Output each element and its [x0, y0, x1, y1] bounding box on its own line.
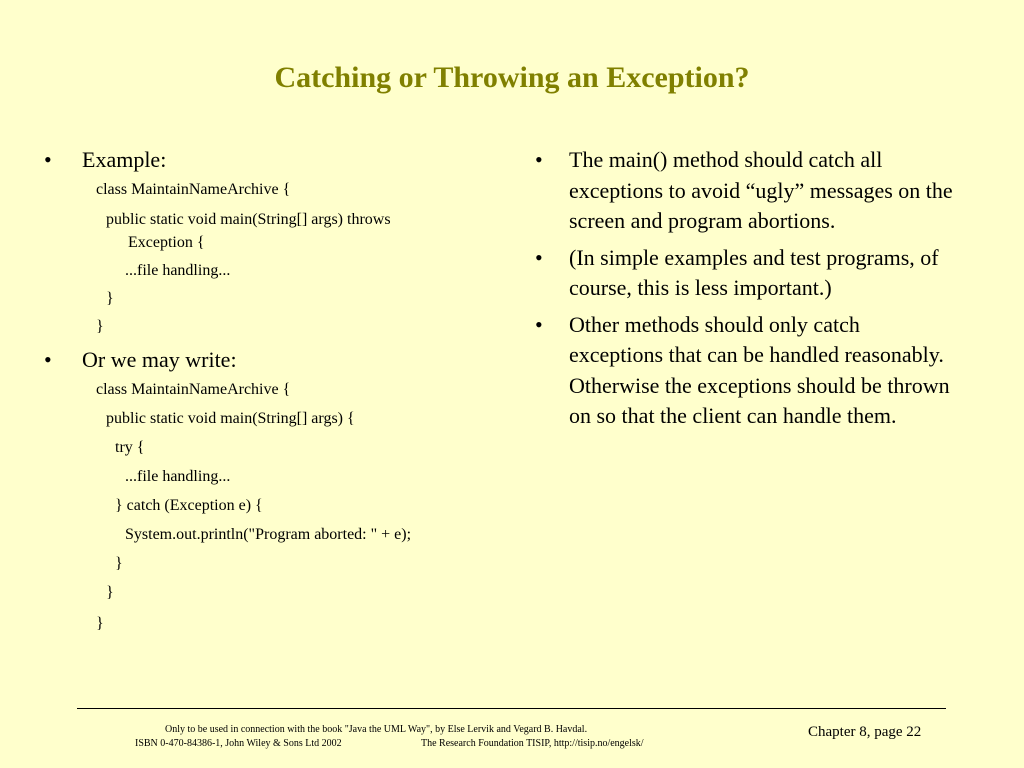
bullet-item: [535, 243, 955, 304]
code-line: }: [106, 584, 114, 601]
bullet-dot: •: [44, 347, 52, 372]
bullet-or-we-may-write: [44, 345, 494, 375]
code-line: public static void main(String[] args) throws: [106, 211, 391, 228]
code-line: } catch (Exception e) {: [115, 497, 263, 514]
left-column: [44, 145, 494, 634]
footer-isbn: ISBN 0-470-84386-1, John Wiley & Sons Ltd 2002: [135, 738, 342, 749]
bullet-text: Or we may write:: [82, 347, 237, 372]
code-line: class MaintainNameArchive {: [96, 381, 291, 398]
code-line: public static void main(String[] args) {: [106, 410, 355, 427]
footer-publisher: The Research Foundation TISIP, http://tisip.no/engelsk/: [421, 738, 644, 749]
code-line: ...file handling...: [125, 468, 231, 485]
bullet-item: [535, 145, 955, 237]
footer-divider: [77, 708, 946, 709]
bullet-text: Other methods should only catch exceptions that can be handled reasonably. Otherwise the exceptions should be thrown on so that the client can handle them.: [569, 311, 950, 428]
bullet-dot: •: [535, 244, 543, 270]
footer-copyright-notice: Only to be used in connection with the book "Java the UML Way", by Else Lervik and Vegard B. Havdal.: [165, 724, 588, 735]
code-line: ...file handling...: [125, 262, 231, 279]
code-line: }: [106, 290, 114, 307]
bullet-text: (In simple examples and test programs, of course, this is less important.): [569, 244, 939, 300]
code-line: }: [96, 318, 104, 335]
bullet-item: [535, 310, 955, 432]
code-line: try {: [115, 439, 145, 456]
code-line: class MaintainNameArchive {: [96, 181, 291, 198]
page-number: Chapter 8, page 22: [808, 724, 922, 740]
bullet-example: [44, 145, 494, 175]
code-line: Exception {: [128, 234, 205, 251]
bullet-text: Example:: [82, 147, 167, 172]
code-line: }: [96, 615, 104, 632]
right-column: [535, 145, 955, 438]
code-line: System.out.println("Program aborted: " + e);: [125, 526, 412, 543]
bullet-text: The main() method should catch all exceptions to avoid “ugly” messages on the screen and program abortions.: [569, 147, 953, 233]
bullet-dot: •: [44, 147, 52, 172]
bullet-dot: •: [535, 147, 543, 172]
bullet-dot: •: [535, 311, 543, 337]
code-line: }: [115, 555, 123, 572]
slide-title: Catching or Throwing an Exception?: [274, 61, 750, 94]
